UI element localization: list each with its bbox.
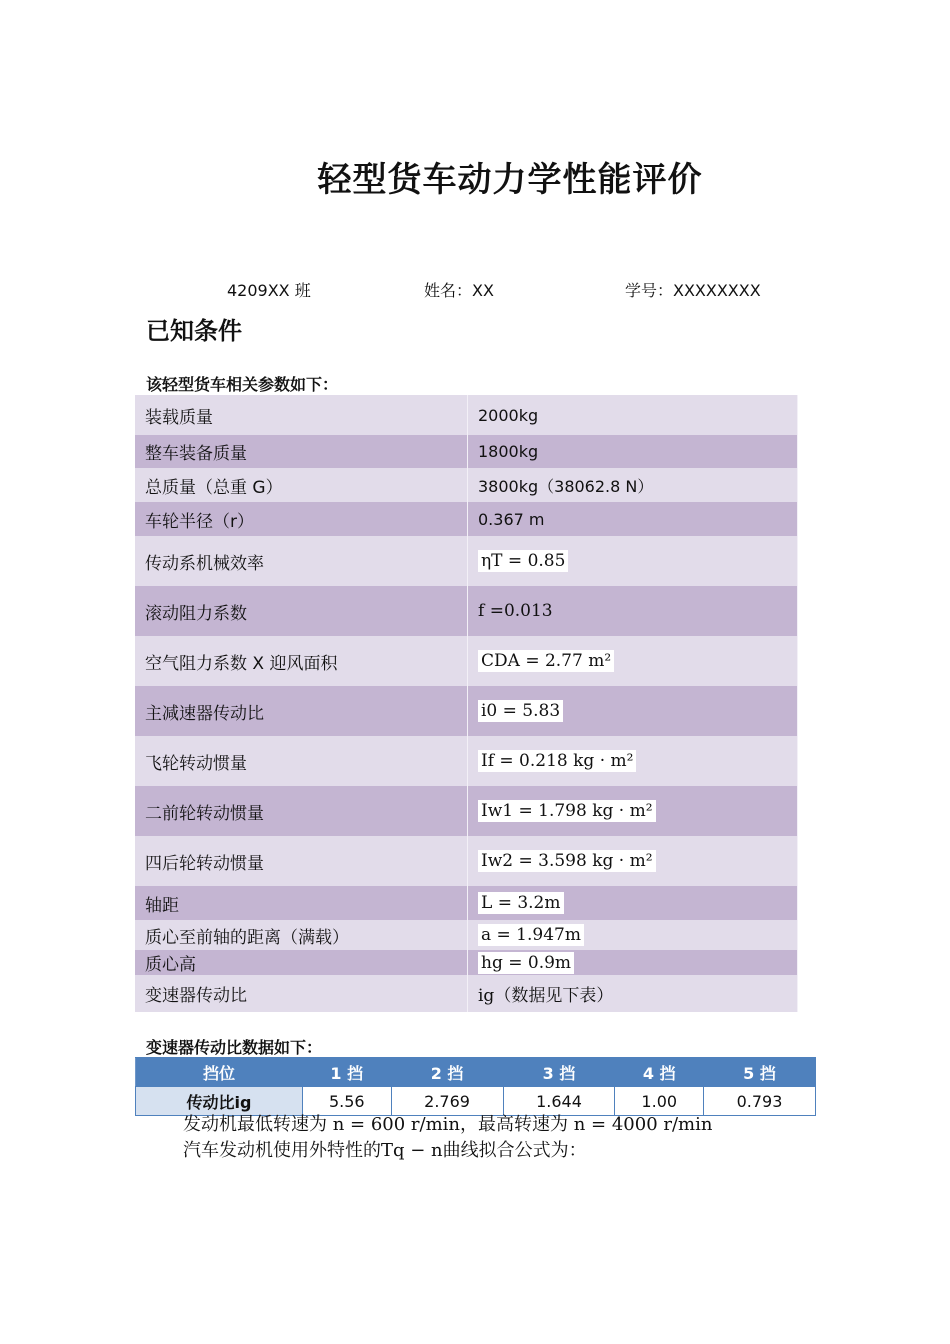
gear-header: 2 挡 [391, 1058, 503, 1087]
table-row [135, 836, 798, 886]
gear-value: 0.793 [704, 1087, 816, 1116]
gear-header: 1 挡 [303, 1058, 392, 1087]
formula: a = 1.947m [478, 924, 584, 946]
table-row [135, 468, 798, 502]
table-row [135, 502, 798, 536]
param-value: 3800kg（38062.8 N） [468, 468, 798, 502]
param-name: 轴距 [135, 886, 468, 920]
param-name: 飞轮转动惯量 [135, 736, 468, 786]
torque-curve-paragraph: 汽车发动机使用外特性的Tq − n曲线拟合公式为： [183, 1140, 587, 1161]
param-value [468, 686, 798, 736]
gear-header: 挡位 [136, 1058, 303, 1087]
formula: CDA = 2.77 m² [478, 650, 614, 672]
param-value: ig（数据见下表） [468, 975, 798, 1012]
gear-header: 4 挡 [615, 1058, 704, 1087]
gear-caption: 变速器传动比数据如下： [146, 1038, 323, 1057]
table-row [135, 736, 798, 786]
name-info: 姓名：XX [424, 281, 494, 300]
param-name: 二前轮转动惯量 [135, 786, 468, 836]
section-heading: 已知条件 [146, 317, 242, 345]
param-name: 变速器传动比 [135, 975, 468, 1012]
param-name: 四后轮转动惯量 [135, 836, 468, 886]
gear-value: 2.769 [391, 1087, 503, 1116]
table-row [135, 636, 798, 686]
formula: Iw1 = 1.798 kg · m² [478, 800, 656, 822]
formula: i0 = 5.83 [478, 700, 563, 722]
param-value [468, 636, 798, 686]
param-name: 质心高 [135, 950, 468, 975]
gear-header: 3 挡 [503, 1058, 615, 1087]
student-id-info: 学号：XXXXXXXX [625, 281, 761, 300]
param-value [468, 836, 798, 886]
param-value: 1800kg [468, 435, 798, 468]
table-row [135, 786, 798, 836]
param-value: 2000kg [468, 395, 798, 435]
param-name: 质心至前轴的距离（满载） [135, 920, 468, 950]
param-value [468, 920, 798, 950]
table-row [135, 435, 798, 468]
param-name: 总质量（总重 G） [135, 468, 468, 502]
formula: ηT = 0.85 [478, 550, 568, 572]
table-row [135, 586, 798, 636]
param-name: 整车装备质量 [135, 435, 468, 468]
engine-speed-paragraph: 发动机最低转速为 n = 600 r/min，最高转速为 n = 4000 r/min [183, 1114, 713, 1135]
param-value [468, 536, 798, 586]
param-name: 主减速器传动比 [135, 686, 468, 736]
param-name: 空气阻力系数 X 迎风面积 [135, 636, 468, 686]
table-row [135, 886, 798, 920]
param-name: 装载质量 [135, 395, 468, 435]
param-value [468, 950, 798, 975]
gear-ratio-table [135, 1057, 816, 1116]
param-value: 0.367 m [468, 502, 798, 536]
param-value [468, 736, 798, 786]
formula: hg = 0.9m [478, 952, 574, 974]
formula: If = 0.218 kg · m² [478, 750, 636, 772]
gear-value: 5.56 [303, 1087, 392, 1116]
table-row [135, 920, 798, 950]
param-name: 车轮半径（r） [135, 502, 468, 536]
param-name: 滚动阻力系数 [135, 586, 468, 636]
param-value [468, 886, 798, 920]
formula: Iw2 = 3.598 kg · m² [478, 850, 656, 872]
table-row [135, 950, 798, 975]
param-value [468, 786, 798, 836]
formula: L = 3.2m [478, 892, 564, 914]
param-name: 传动系机械效率 [135, 536, 468, 586]
gear-row-label: 传动比ig [136, 1087, 303, 1116]
gear-header: 5 挡 [704, 1058, 816, 1087]
param-value: f =0.013 [468, 586, 798, 636]
gear-value: 1.00 [615, 1087, 704, 1116]
table-row [135, 975, 798, 1012]
table-row [135, 686, 798, 736]
params-table [135, 395, 798, 1012]
params-caption: 该轻型货车相关参数如下： [146, 375, 339, 394]
class-info: 4209XX 班 [227, 281, 311, 300]
table-row [135, 395, 798, 435]
table-header-row [136, 1058, 816, 1087]
table-row [135, 536, 798, 586]
gear-value: 1.644 [503, 1087, 615, 1116]
document-title: 轻型货车动力学性能评价 [317, 160, 703, 200]
